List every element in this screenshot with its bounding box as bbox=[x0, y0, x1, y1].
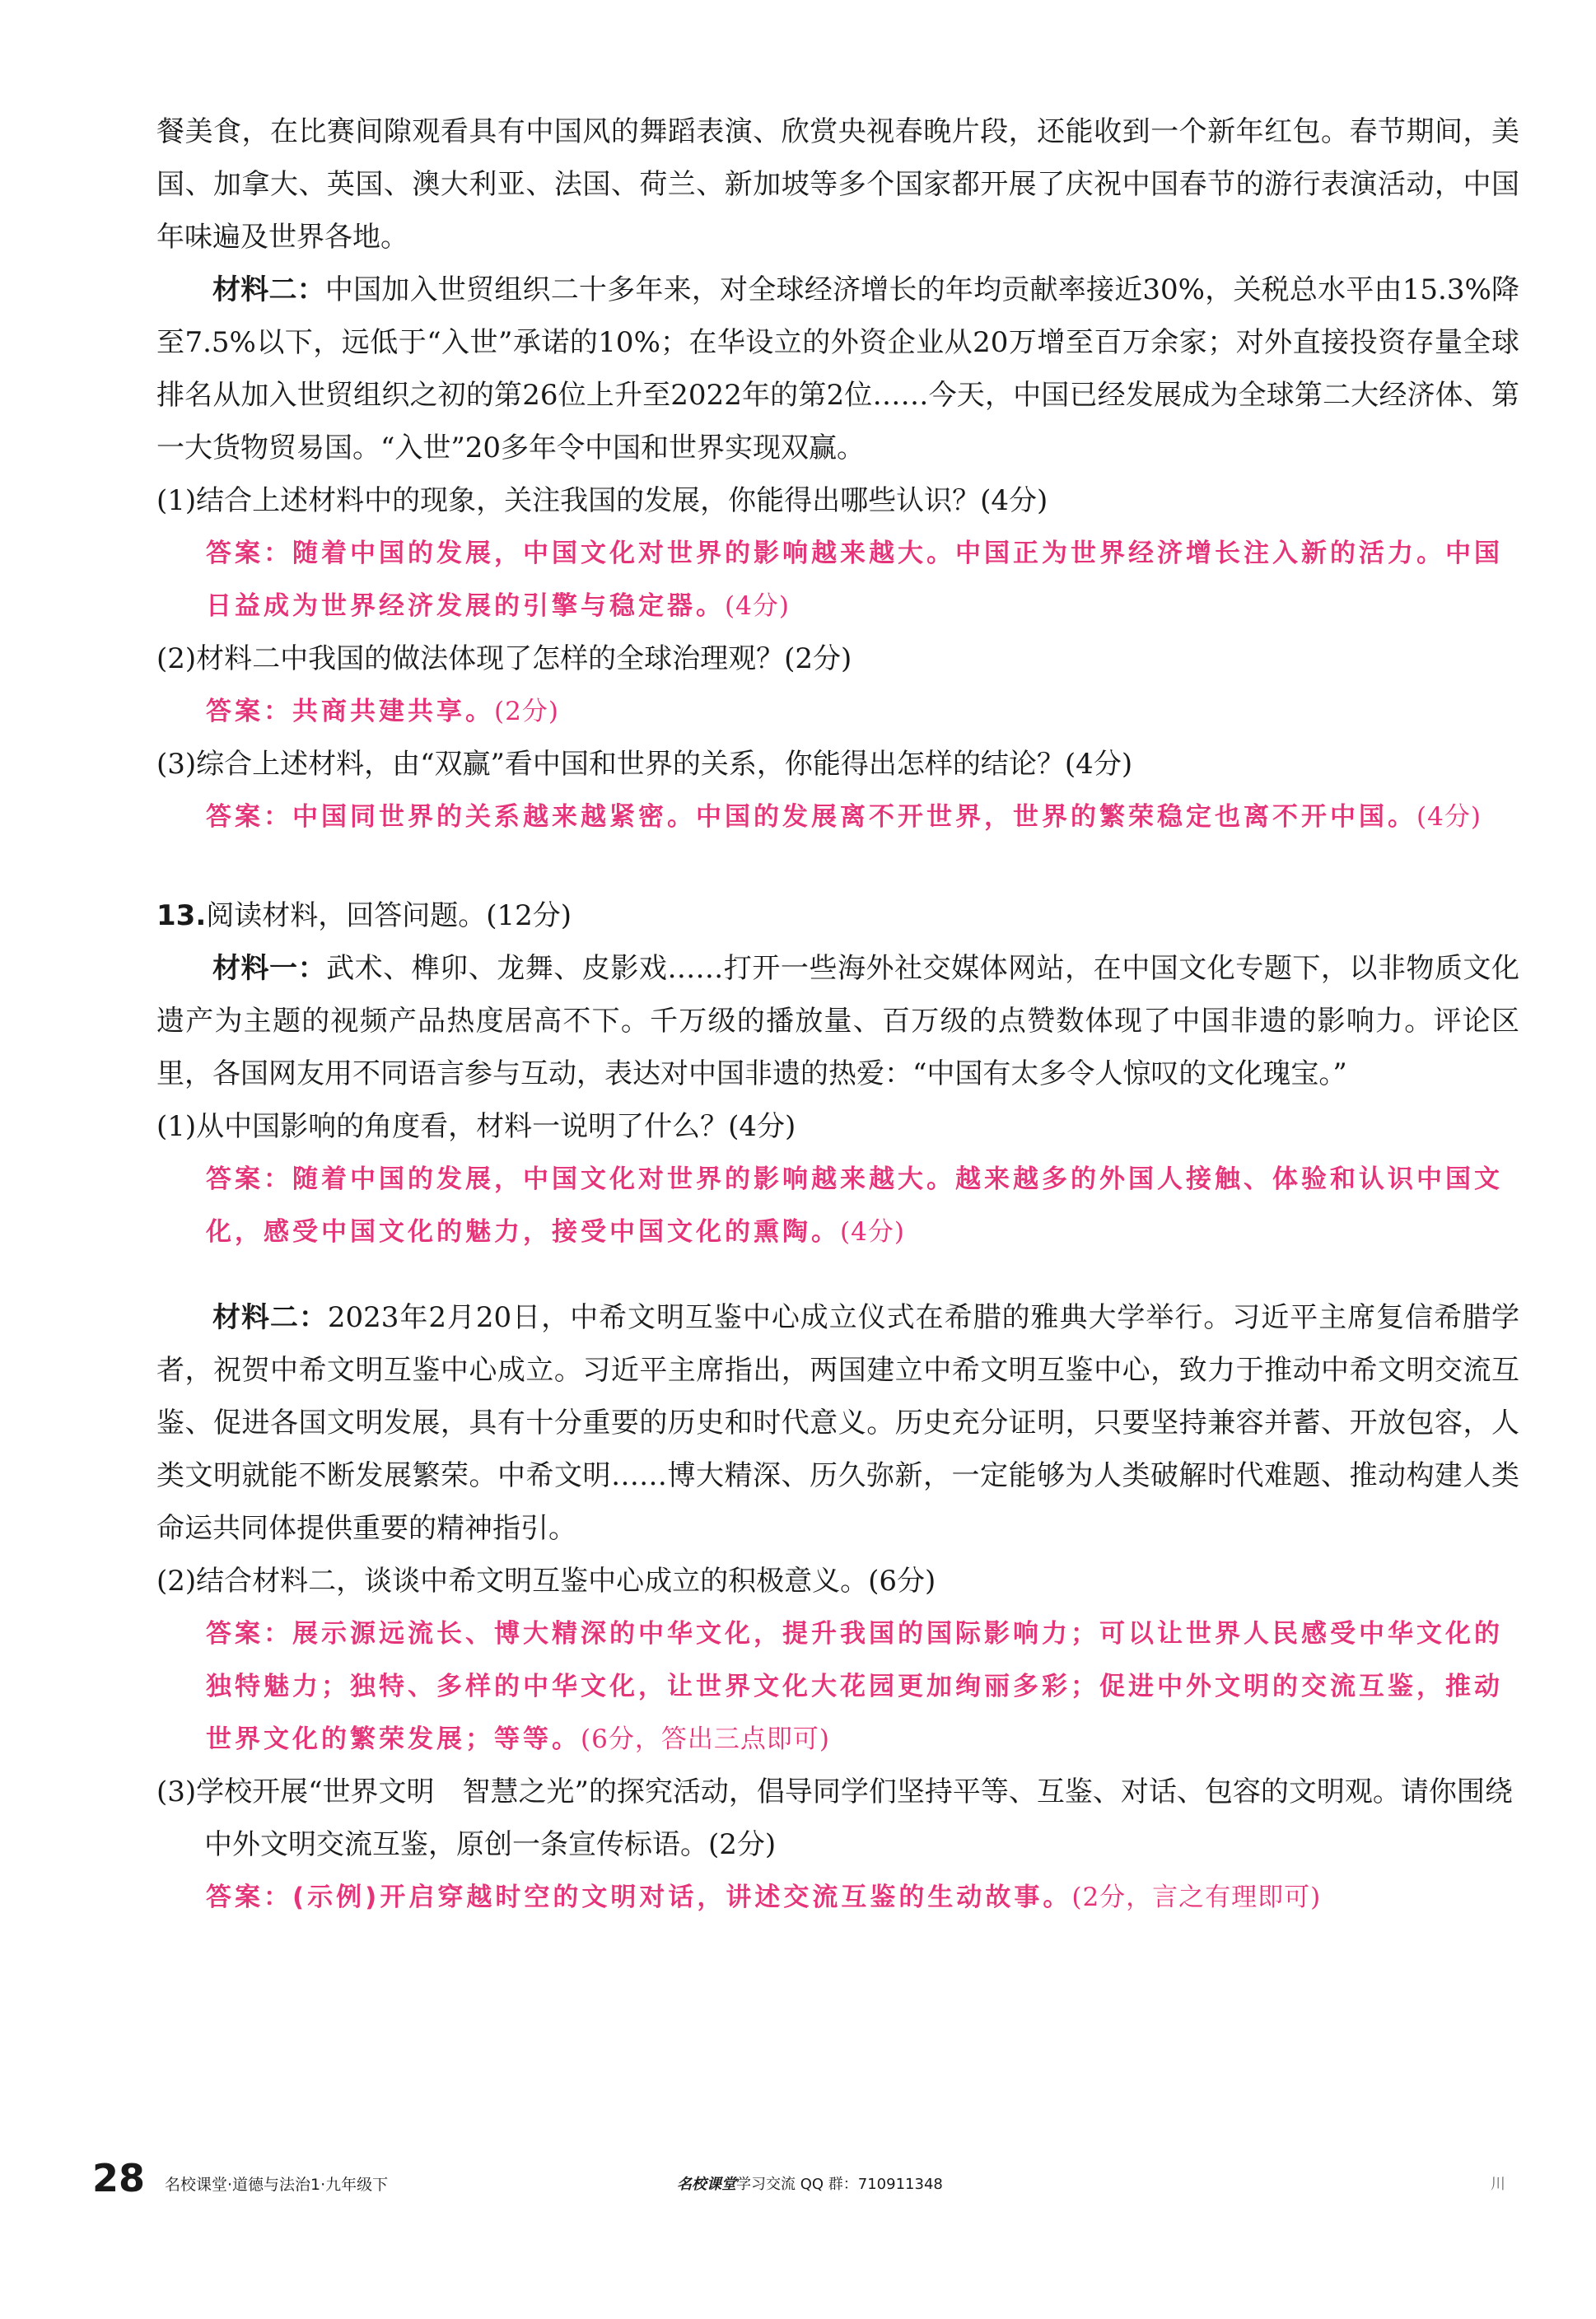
qq-group: 学习交流 QQ 群：710911348 bbox=[736, 2176, 943, 2193]
answer-text: 答案：中国同世界的关系越来越紧密。中国的发展离不开世界，世界的繁荣稳定也离不开中国。 bbox=[206, 802, 1416, 832]
question-number: 13. bbox=[156, 899, 207, 932]
answer-text: 答案：(示例)开启穿越时空的文明对话，讲述交流互鉴的生动故事。 bbox=[206, 1883, 1072, 1912]
score-note: (6分，答出三点即可) bbox=[581, 1724, 830, 1754]
score-note: (4分) bbox=[725, 591, 790, 621]
q12-question-1: (1)结合上述材料中的现象，关注我国的发展，你能得出哪些认识？(4分) bbox=[156, 484, 1048, 517]
q13-answer-2 bbox=[156, 1607, 1519, 1766]
question-title: 阅读材料，回答问题。(12分) bbox=[206, 899, 572, 932]
material-text: 武术、榫卯、龙舞、皮影戏……打开一些海外社交媒体网站，在中国文化专题下，以非物质文化遗产为主题的视频产品热度居高不下。千万级的播放量、百万级的点赞数体现了中国非遗的影响力。评论区里，各国网友用不同语言参与互动，表达对中国非遗的热爱：“中国有太多令人惊叹的文化瑰宝。” bbox=[156, 952, 1519, 1090]
q12-question-2: (2)材料二中我国的做法体现了怎样的全球治理观？(2分) bbox=[156, 642, 852, 675]
q13-answer-3 bbox=[156, 1871, 1519, 1924]
page-footer bbox=[92, 2158, 1514, 2199]
score-note: (4分) bbox=[840, 1217, 905, 1247]
q13-answer-1 bbox=[156, 1153, 1519, 1258]
answer-text: 答案：随着中国的发展，中国文化对世界的影响越来越大。越来越多的外国人接触、体验和认识中国文化，感受中国文化的魅力，接受中国文化的熏陶。 bbox=[206, 1164, 1503, 1247]
q13-question-2: (2)结合材料二，谈谈中希文明互鉴中心成立的积极意义。(6分) bbox=[156, 1565, 936, 1598]
q12-answer-2 bbox=[156, 685, 1519, 738]
answer-text: 答案：展示源远流长、博大精深的中华文化，提升我国的国际影响力；可以让世界人民感受中华文化的独特魅力；独特、多样的中华文化，让世界文化大花园更加绚丽多彩；促进中外文明的交流互鉴，推动世界文化的繁荣发展；等等。 bbox=[206, 1619, 1503, 1754]
q12-answer-1 bbox=[156, 527, 1519, 632]
q12-answer-3 bbox=[156, 791, 1519, 843]
q13-material-2 bbox=[156, 1291, 1519, 1555]
footer-contact bbox=[677, 2172, 943, 2194]
page-number: 28 bbox=[92, 2156, 146, 2200]
page-content bbox=[156, 105, 1519, 1924]
material-text: 2023年2月20日，中希文明互鉴中心成立仪式在希腊的雅典大学举行。习近平主席复信希腊学者，祝贺中希文明互鉴中心成立。习近平主席指出，两国建立中希文明互鉴中心，致力于推动中希文明交流互鉴、促进各国文明发展，具有十分重要的历史和时代意义。历史充分证明，只要坚持兼容并蓄、开放包容，人类文明就能不断发展繁荣。中希文明……博大精深、历久弥新，一定能够为人类破解时代难题、推动构建人类命运共同体提供重要的精神指引。 bbox=[156, 1301, 1520, 1545]
score-note: (4分) bbox=[1416, 802, 1482, 832]
answer-text: 答案：共商共建共享。 bbox=[206, 697, 494, 726]
material-label: 材料一： bbox=[212, 952, 327, 985]
material-label: 材料二： bbox=[212, 273, 325, 306]
score-note: (2分) bbox=[494, 697, 559, 726]
q13-heading bbox=[156, 889, 1519, 942]
book-title: 名校课堂·道德与法治1·九年级下 bbox=[165, 2176, 389, 2194]
material-label: 材料二： bbox=[212, 1301, 328, 1334]
answer-text: 答案：随着中国的发展，中国文化对世界的影响越来越大。中国正为世界经济增长注入新的活力。中国日益成为世界经济发展的引擎与稳定器。 bbox=[206, 539, 1503, 621]
score-note: (2分，言之有理即可) bbox=[1071, 1883, 1322, 1912]
q13-material-1 bbox=[156, 942, 1519, 1100]
q13-question-3: (3)学校开展“世界文明 智慧之光”的探究活动，倡导同学们坚持平等、互鉴、对话、包容的文明观。请你围绕中外文明交流互鉴，原创一条宣传标语。(2分) bbox=[156, 1775, 1513, 1861]
intro-paragraph: 餐美食，在比赛间隙观看具有中国风的舞蹈表演、欣赏央视春晚片段，还能收到一个新年红包。春节期间，美国、加拿大、英国、澳大利亚、法国、荷兰、新加坡等多个国家都开展了庆祝中国春节的游行表演活动，中国年味遍及世界各地。 bbox=[156, 115, 1519, 254]
q13-question-1: (1)从中国影响的角度看，材料一说明了什么？(4分) bbox=[156, 1110, 796, 1143]
q12-material-2 bbox=[156, 264, 1519, 474]
region-mark: 川 bbox=[1491, 2176, 1505, 2193]
q12-question-3: (3)综合上述材料，由“双赢”看中国和世界的关系，你能得出怎样的结论？(4分) bbox=[156, 748, 1133, 781]
spacer bbox=[156, 1258, 1519, 1291]
brand-logo-text: 名校课堂 bbox=[677, 2176, 736, 2193]
material-text: 中国加入世贸组织二十多年来，对全球经济增长的年均贡献率接近30%，关税总水平由15.3%降至7.5%以下，远低于“入世”承诺的10%；在华设立的外资企业从20万增至百万余家；对外直接投资存量全球排名从加入世贸组织之初的第26位上升至2022年的第2位……今天，中国已经发展成为全球第二大经济体、第一大货物贸易国。“入世”20多年令中国和世界实现双赢。 bbox=[156, 273, 1520, 464]
